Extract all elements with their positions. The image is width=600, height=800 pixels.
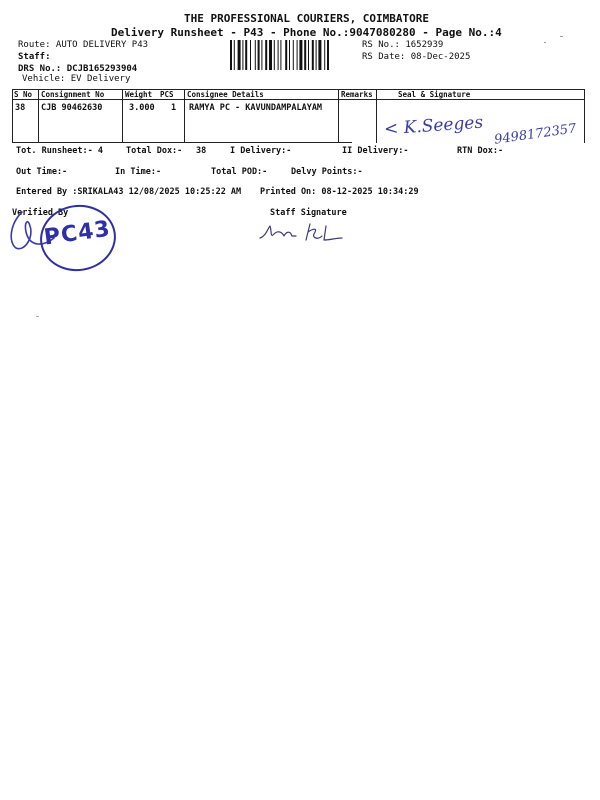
barcode-bar	[261, 40, 262, 70]
staff-info: Staff:	[18, 52, 51, 62]
barcode-bar	[280, 40, 281, 70]
vehicle-info: Vehicle: EV Delivery	[22, 74, 131, 84]
total-dox-value: 38	[196, 146, 207, 156]
printed-on: Printed On: 08-12-2025 10:34:29	[260, 187, 419, 197]
route-info: Route: AUTO DELIVERY P43	[18, 40, 149, 50]
out-time: Out Time:-	[16, 167, 68, 177]
barcode-bar	[285, 40, 287, 70]
verified-by-label: Verified By	[12, 208, 69, 218]
barcode-bar	[297, 40, 298, 70]
runsheet-title: Delivery Runsheet - P43 - Phone No.:9047080280 - Page No.:4	[111, 26, 502, 39]
barcode-bar	[318, 40, 321, 70]
barcode-bar	[316, 40, 317, 70]
header-pcs: PCS	[160, 90, 174, 99]
scan-speck	[544, 42, 546, 43]
header-seal-signature: Seal & Signature	[398, 90, 471, 99]
row-pcs: 1	[171, 103, 177, 113]
barcode-bar	[308, 40, 309, 70]
entered-by: Entered By :SRIKALA43 12/08/2025 10:25:22 AM	[16, 187, 242, 197]
row-weight: 3.000	[129, 103, 155, 113]
rtn-dox: RTN Dox:-	[457, 146, 504, 156]
row-consignment-no: CJB 90462630	[41, 103, 103, 113]
barcode-bar	[269, 40, 272, 70]
barcode-bar	[234, 40, 235, 70]
header-consignee-details: Consignee Details	[187, 90, 264, 99]
scan-speck	[560, 36, 563, 37]
rs-number: RS No.: 1652939	[362, 40, 444, 50]
barcode-bar	[238, 40, 241, 70]
barcode-bar	[278, 40, 279, 70]
barcode-bar	[255, 40, 256, 70]
barcode-bar	[293, 40, 294, 70]
tot-runsheet: Tot. Runsheet:- 4	[16, 146, 103, 156]
total-dox-label: Total Dox:-	[126, 146, 183, 156]
company-title: THE PROFESSIONAL COURIERS, COIMBATORE	[184, 12, 430, 25]
barcode-bar	[258, 40, 260, 70]
receiver-signature: < K.Seeges	[383, 112, 484, 140]
delvy-points: Delvy Points:-	[291, 167, 363, 177]
barcode-bar	[289, 40, 290, 70]
barcode-bar	[299, 40, 302, 70]
barcode-bar	[265, 40, 267, 70]
barcode-bar	[324, 40, 325, 70]
staff-signature-label: Staff Signature	[270, 208, 347, 218]
barcode-bar	[327, 40, 329, 70]
ii-delivery: II Delivery:-	[342, 146, 409, 156]
total-pod: Total POD:-	[211, 167, 268, 177]
row-consignee: RAMYA PC - KAVUNDAMPALAYAM	[189, 103, 323, 113]
drs-number: DRS No.: DCJB165293904	[18, 64, 138, 74]
stamp-text: PC43	[42, 216, 113, 251]
rs-date: RS Date: 08-Dec-2025	[362, 52, 471, 62]
barcode-bar	[312, 40, 314, 70]
row-sno: 38	[15, 103, 26, 113]
header-consignment-no: Consignment No	[41, 90, 105, 99]
barcode-image	[230, 40, 358, 70]
header-weight: Weight	[125, 90, 153, 99]
barcode-bar	[242, 40, 243, 70]
i-delivery: I Delivery:-	[230, 146, 292, 156]
handwritten-phone: 9498172357	[493, 121, 578, 148]
signature-mark: <	[383, 118, 400, 140]
header-sno: S No	[14, 90, 33, 99]
staff-signature	[256, 218, 348, 244]
header-remarks: Remarks	[341, 90, 373, 99]
barcode-bar	[230, 40, 232, 70]
barcode-bar	[250, 40, 251, 70]
in-time: In Time:-	[115, 167, 162, 177]
barcode-bar	[304, 40, 306, 70]
barcode-bar	[274, 40, 275, 70]
scan-speck	[36, 316, 39, 317]
barcode-bar	[245, 40, 247, 70]
